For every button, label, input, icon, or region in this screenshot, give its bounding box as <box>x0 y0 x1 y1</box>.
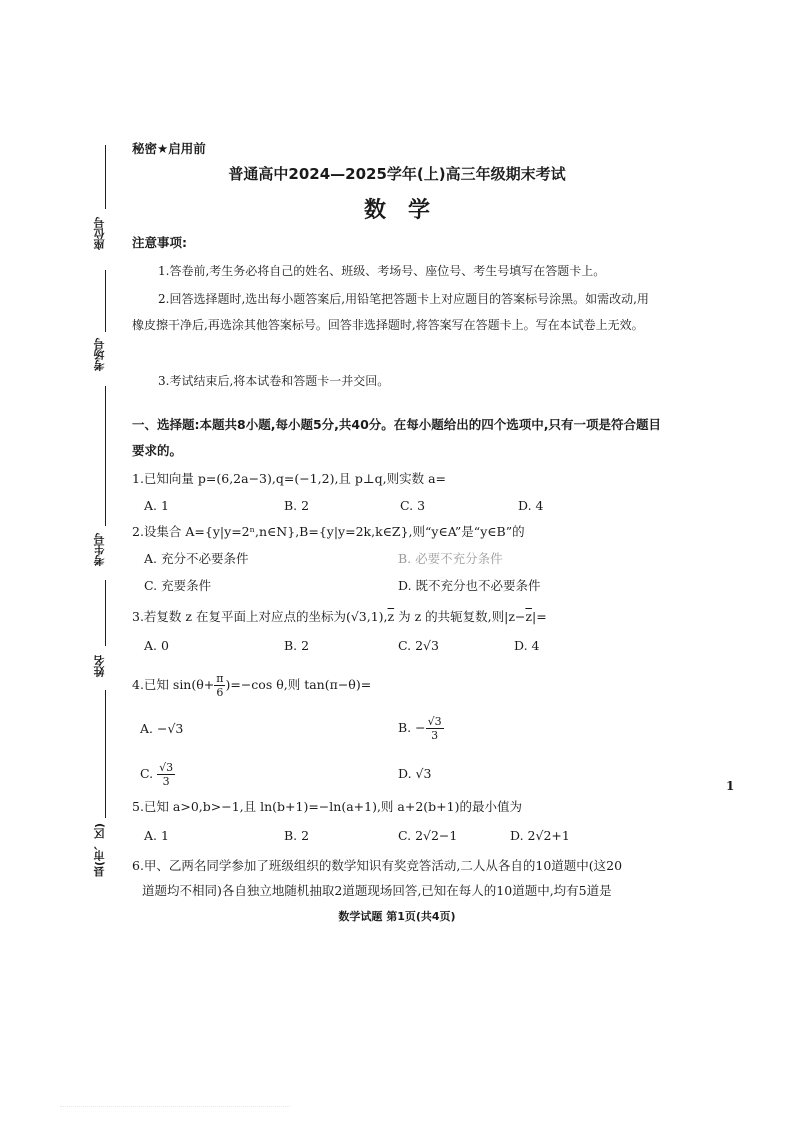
q5-option-a: A. 1 <box>144 828 169 843</box>
q3-option-c: C. 2√3 <box>398 638 439 653</box>
question-3-stem <box>132 608 547 626</box>
question-1-stem: 1.已知向量 p=(6,2a−3),q=(−1,2),且 p⊥q,则实数 a= <box>132 471 447 486</box>
q4-option-b-numerator: √3 <box>427 715 442 728</box>
q3-option-b: B. 2 <box>284 638 310 653</box>
q4-pi-over-6 <box>214 672 225 699</box>
q5-option-b: B. 2 <box>284 828 310 843</box>
section-heading: 一、选择题:本题共8小题,每小题5分,共40分。在每小题给出的四个选项中,只有一项是符合题目要求的。 <box>132 417 662 458</box>
q1-option-a: A. 1 <box>144 498 169 513</box>
q3-option-a: A. 0 <box>144 638 169 653</box>
q4-option-b-prefix: B. − <box>398 720 426 735</box>
name-label: 姓名 <box>93 655 106 677</box>
question-5-stem: 5.已知 a>0,b>−1,且 ln(b+1)=−ln(a+1),则 a+2(b+1)的最小值为 <box>132 799 522 814</box>
binding-line-3 <box>105 386 106 526</box>
q3-conjugate-z-2: $\overline{z}$ <box>525 609 532 624</box>
candidate-number-label: 考生号 <box>93 533 106 567</box>
notes-heading: 注意事项: <box>132 235 187 250</box>
q4-option-d: D. √3 <box>398 766 432 781</box>
q1-option-d: D. 4 <box>518 498 544 513</box>
q4-option-b-fraction <box>426 715 444 742</box>
q3-stem-part-1: 3.若复数 z 在复平面上对应点的坐标为(√3,1), <box>132 609 388 624</box>
page-footer: 数学试题 第1页(共4页) <box>338 910 456 923</box>
q4-option-c-numerator: √3 <box>159 761 174 774</box>
q3-stem-part-3: |= <box>531 609 547 624</box>
q4-option-c-denominator: 3 <box>162 775 170 788</box>
q4-option-b-denominator: 3 <box>431 729 439 742</box>
scan-artifact-line <box>60 1106 290 1107</box>
note-item-3: 3.考试结束后,将本试卷和答题卡一并交回。 <box>158 374 390 388</box>
question-6-line-2: 道题均不相同)各自独立地随机抽取2道题现场回答,已知在每人的10道题中,均有5道是 <box>142 883 612 898</box>
q2-option-a: A. 充分不必要条件 <box>144 551 249 566</box>
county-label: 县(市、区) <box>93 822 106 878</box>
q4-six: 6 <box>216 686 224 699</box>
note-item-2: 2.回答选择题时,选出每小题答案后,用铅笔把答题卡上对应题目的答案标号涂黑。如需改动,用橡皮擦干净后,再选涂其他答案标号。回答非选择题时,将答案写在答题卡上。写在本试卷上无效。 <box>132 292 649 332</box>
q5-option-d: D. 2√2+1 <box>510 828 570 843</box>
binding-line-5 <box>105 690 106 818</box>
q3-stem-part-2: 为 z 的共轭复数,则|z− <box>394 609 526 624</box>
binding-line-4 <box>105 580 106 646</box>
note-item-1: 1.答卷前,考生务必将自己的姓名、班级、考场号、座位号、考生号填写在答题卡上。 <box>158 264 606 278</box>
q4-option-c <box>140 757 175 791</box>
exam-room-label: 考场号 <box>93 338 106 372</box>
exam-title: 普通高中2024—2025学年(上)高三年级期末考试 <box>228 165 566 183</box>
q3-option-d: D. 4 <box>514 638 540 653</box>
question-2-stem: 2.设集合 A={y|y=2ⁿ,n∈N},B={y|y=2k,k∈Z},则“y∈A”是“y∈B”的 <box>132 524 525 539</box>
margin-mark: 1 <box>726 779 735 793</box>
q4-option-c-fraction <box>157 761 175 788</box>
subject-title: 数学 <box>363 198 452 223</box>
q1-option-c: C. 3 <box>400 498 426 513</box>
q2-option-c: C. 充要条件 <box>144 578 212 593</box>
q5-option-c: C. 2√2−1 <box>398 828 458 843</box>
q4-option-a: A. −√3 <box>140 721 184 736</box>
question-6-line-1: 6.甲、乙两名同学参加了班级组织的数学知识有奖竞答活动,二人从各自的10道题中(这20 <box>132 858 623 873</box>
q2-option-d: D. 既不充分也不必要条件 <box>398 578 541 593</box>
q4-stem-part-2: )=−cos θ,则 tan(π−θ)= <box>225 677 372 692</box>
binding-line-2 <box>105 270 106 332</box>
q4-option-c-prefix: C. <box>140 766 158 781</box>
q4-option-b <box>398 711 444 745</box>
confidential-mark: 秘密★启用前 <box>132 141 206 156</box>
seat-number-label: 座位号 <box>93 217 106 251</box>
q4-stem-part-1: 4.已知 sin(θ+ <box>132 677 215 692</box>
q4-pi: π <box>216 672 224 685</box>
question-4-stem <box>132 670 371 700</box>
q3-conjugate-z: $\overline{z}$ <box>387 609 395 624</box>
q2-option-b: B. 必要不充分条件 <box>398 551 503 566</box>
q1-option-b: B. 2 <box>284 498 310 513</box>
